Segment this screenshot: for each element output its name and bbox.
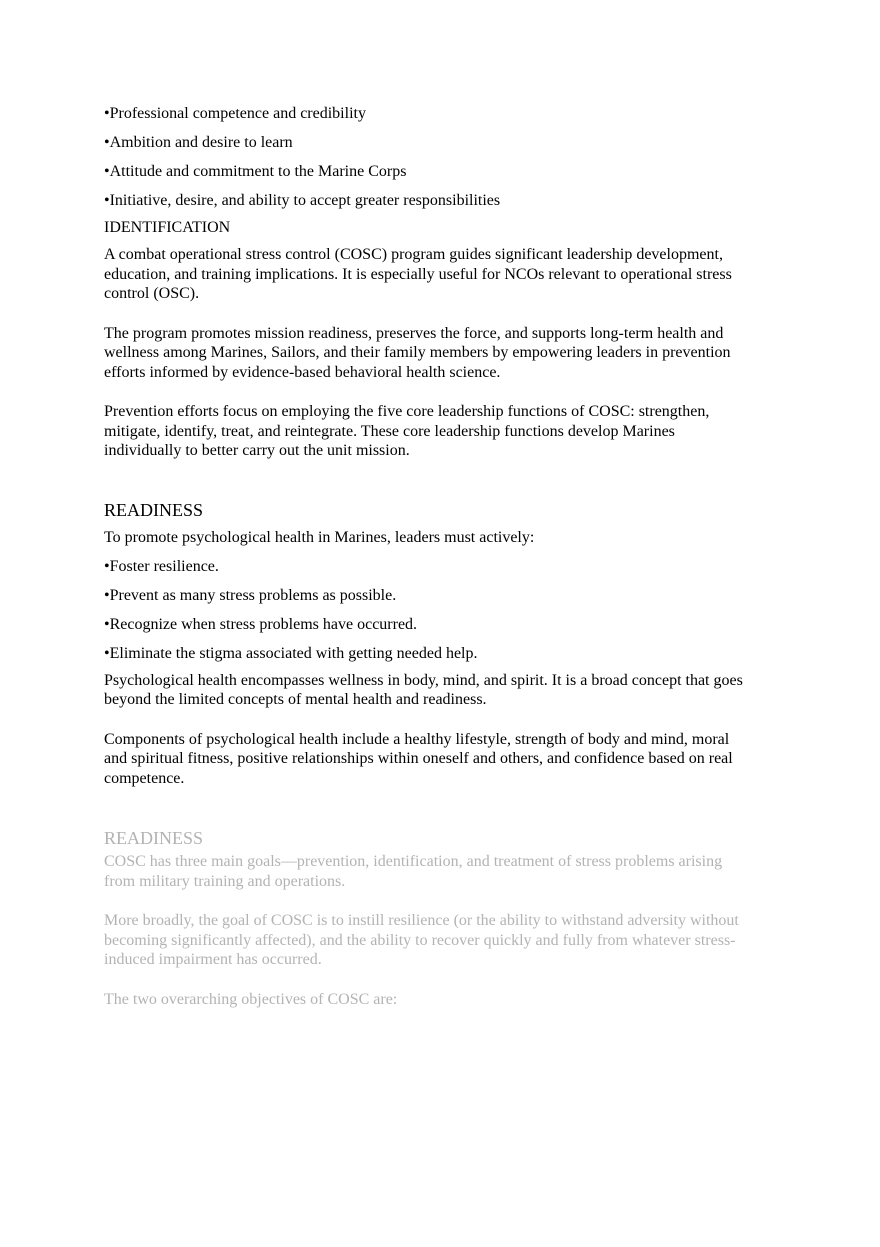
readiness-section: [104, 499, 744, 789]
faded-paragraph-3: The two overarching objectives of COSC are:: [104, 990, 398, 1008]
identification-heading: IDENTIFICATION: [104, 219, 231, 236]
identification-section: [104, 218, 744, 461]
identification-paragraph-1: A combat operational stress control (COSC) program guides significant leadership development, education, and training implications. It is especially useful for NCOs relevant to operational stress control (OSC).: [104, 246, 732, 302]
list-item: •Prevent as many stress problems as possible.: [104, 586, 397, 604]
list-item: •Eliminate the stigma associated with getting needed help.: [104, 644, 478, 662]
list-item: •Initiative, desire, and ability to accept greater responsibilities: [104, 192, 501, 209]
readiness-paragraph-2: Components of psychological health include a healthy lifestyle, strength of body and mind, moral and spiritual fitness, positive relationships within oneself and others, and confidence based on real competence.: [104, 730, 733, 787]
identification-paragraph-2: The program promotes mission readiness, preserves the force, and supports long-term health and wellness among Marines, Sailors, and their family members by empowering leaders in prevention efforts informed by evidence-based behavioral health science.: [104, 324, 731, 381]
readiness-heading: READINESS: [104, 499, 204, 520]
faded-readiness-heading: READINESS: [104, 828, 204, 848]
readiness-intro: To promote psychological health in Marines, leaders must actively:: [104, 528, 535, 546]
list-item: •Attitude and commitment to the Marine Corps: [104, 163, 407, 180]
readiness-paragraph-1: Psychological health encompasses wellness in body, mind, and spirit. It is a broad concept that goes beyond the limited concepts of mental health and readiness.: [104, 671, 743, 708]
list-item: •Professional competence and credibility: [104, 105, 366, 122]
readiness-faded-section: [104, 827, 744, 1009]
identification-paragraph-3: Prevention efforts focus on employing the five core leadership functions of COSC: strengthen, mitigate, identify, treat, and reintegrate. These core leadership functions develop Marines individually to better carry out the unit mission.: [104, 403, 710, 459]
document-page: [104, 104, 744, 1009]
top-bullet-list: [104, 104, 744, 210]
list-item: •Ambition and desire to learn: [104, 134, 293, 151]
list-item: •Foster resilience.: [104, 557, 219, 575]
faded-paragraph-2: More broadly, the goal of COSC is to instill resilience (or the ability to withstand adversity without becoming significantly affected), and the ability to recover quickly and fully from whatever stress-induced impairment has occurred.: [104, 912, 739, 968]
faded-paragraph-1: COSC has three main goals—prevention, identification, and treatment of stress problems arising from military training and operations.: [104, 853, 723, 890]
list-item: •Recognize when stress problems have occurred.: [104, 615, 418, 633]
